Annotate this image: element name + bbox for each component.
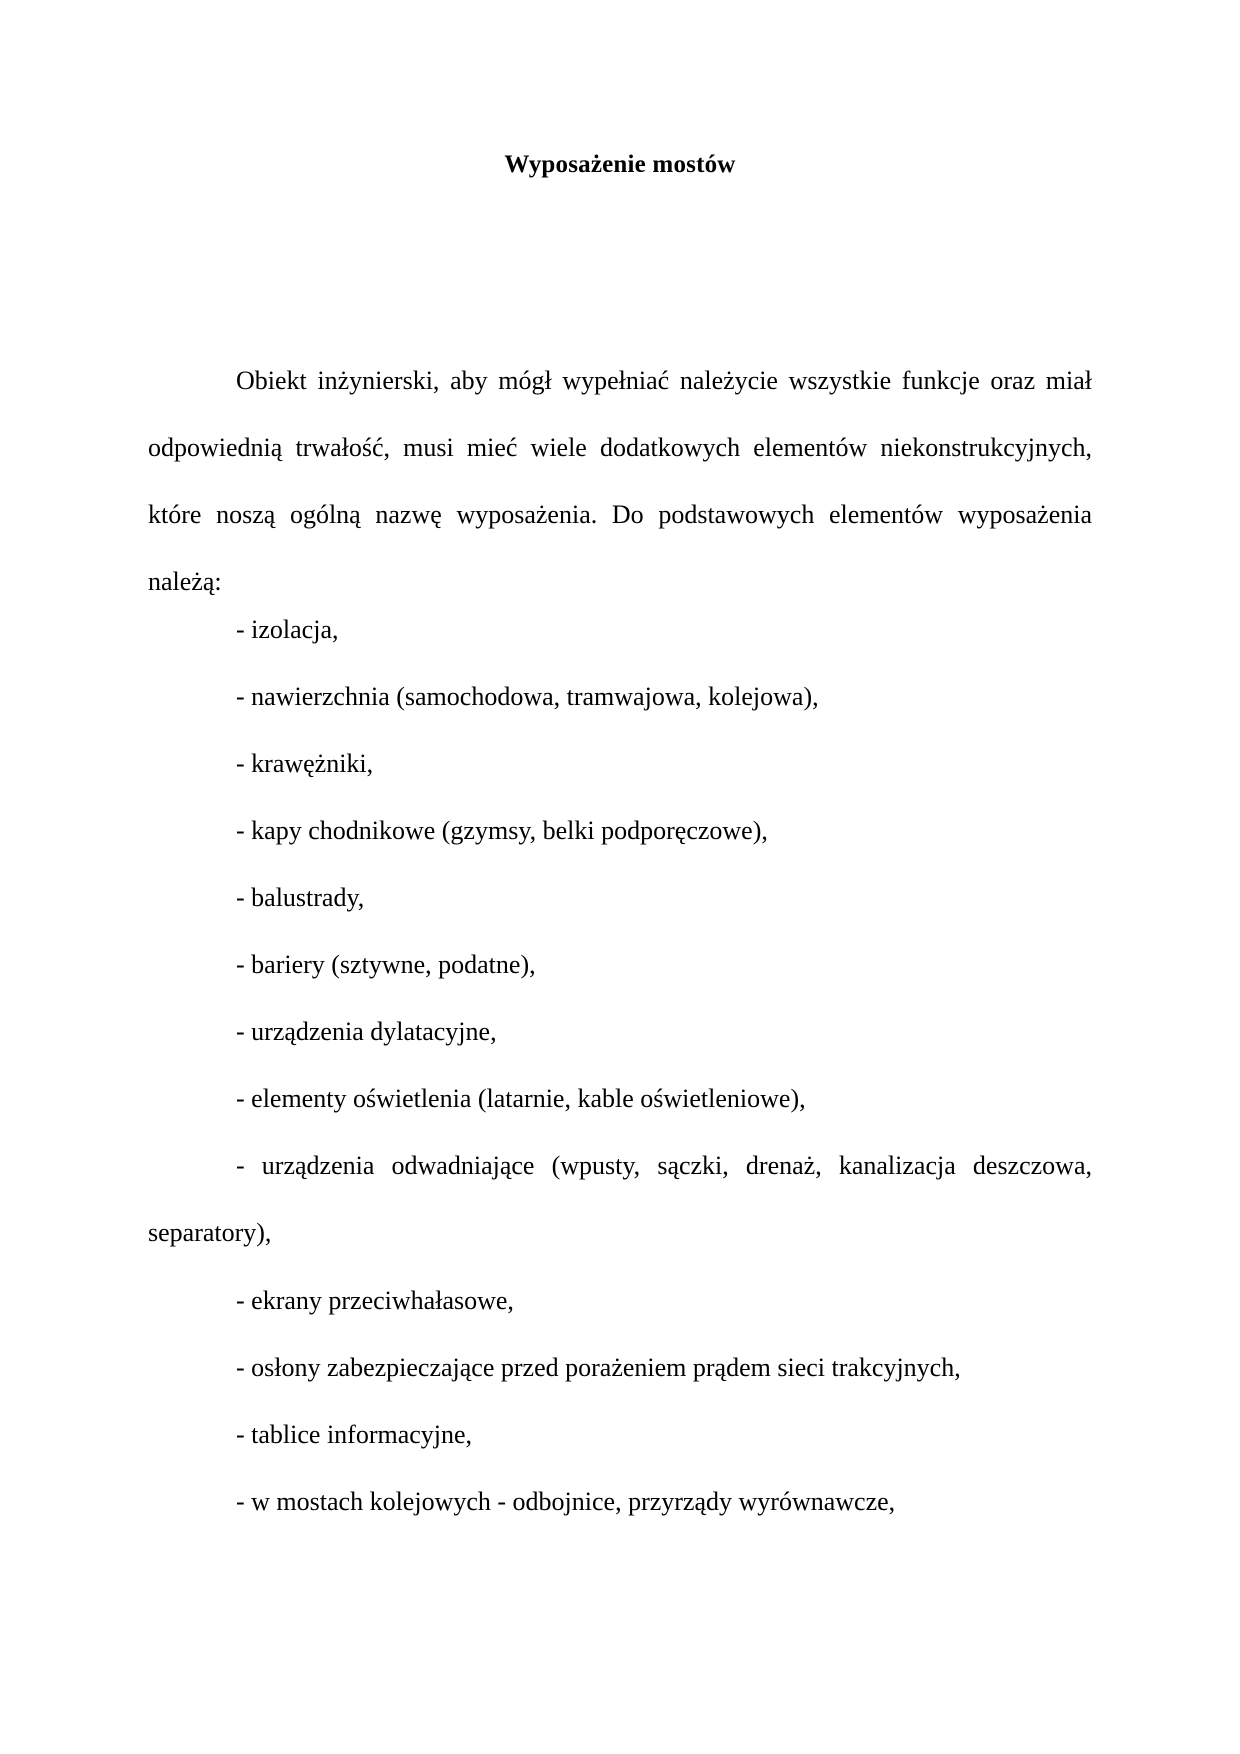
- list-item: - izolacja,: [236, 615, 339, 644]
- list-item: - nawierzchnia (samochodowa, tramwajowa, kolejowa),: [236, 682, 819, 711]
- list-item: - urządzenia dylatacyjne,: [236, 1017, 497, 1046]
- list-item: - kapy chodnikowe (gzymsy, belki podporęczowe),: [236, 816, 768, 845]
- list-item: - urządzenia odwadniające (wpusty, sączki, drenaż, kanalizacja deszczowa, separatory),: [148, 1151, 1092, 1247]
- list-item: - tablice informacyjne,: [236, 1420, 473, 1449]
- list-item: - balustrady,: [236, 883, 365, 912]
- list-item: - w mostach kolejowych - odbojnice, przyrządy wyrównawcze,: [236, 1487, 896, 1516]
- list-item: - bariery (sztywne, podatne),: [236, 950, 536, 979]
- list-item: - elementy oświetlenia (latarnie, kable oświetleniowe),: [236, 1084, 806, 1113]
- page-title: Wyposażenie mostów: [504, 151, 736, 178]
- intro-paragraph: Obiekt inżynierski, aby mógł wypełniać należycie wszystkie funkcje oraz miał odpowiednią trwałość, musi mieć wiele dodatkowych elementów niekonstrukcyjnych, które noszą ogólną nazwę wyposażenia. Do podstawowych elementów wyposażenia należą:: [148, 366, 1092, 596]
- list-item: - krawężniki,: [236, 749, 374, 778]
- list-item: - osłony zabezpieczające przed porażeniem prądem sieci trakcyjnych,: [236, 1353, 961, 1382]
- list-item: - ekrany przeciwhałasowe,: [236, 1286, 514, 1315]
